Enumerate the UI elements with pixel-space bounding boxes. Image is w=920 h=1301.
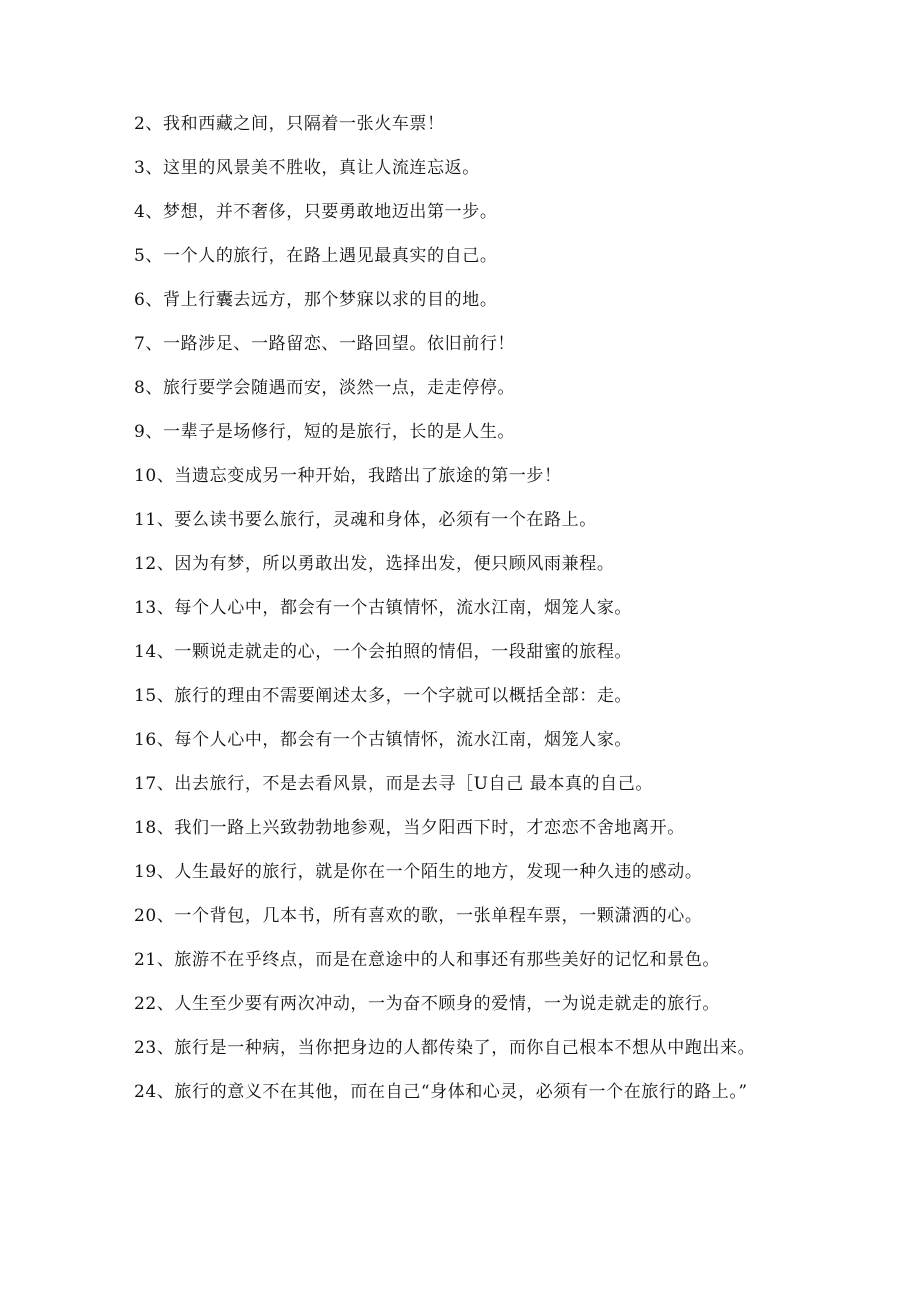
- quote-line-13: 13、每个人心中，都会有一个古镇情怀，流水江南，烟笼人家。: [134, 598, 633, 618]
- quote-line-18: 18、我们一路上兴致勃勃地参观，当夕阳西下时，才恋恋不舍地离开。: [134, 818, 685, 838]
- quote-line-12: 12、因为有梦，所以勇敢出发，选择出发，便只顾风雨兼程。: [134, 554, 615, 574]
- quote-line-21: 21、旅游不在乎终点，而是在意途中的人和事还有那些美好的记忆和景色。: [134, 950, 721, 970]
- quote-line-24: 24、旅行的意义不在其他，而在自己“身体和心灵，必须有一个在旅行的路上。”: [134, 1082, 748, 1102]
- quote-line-14: 14、一颗说走就走的心，一个会拍照的情侣，一段甜蜜的旅程。: [134, 642, 633, 662]
- quote-line-9: 9、一辈子是场修行，短的是旅行，长的是人生。: [134, 422, 516, 442]
- quote-line-22: 22、人生至少要有两次冲动，一为奋不顾身的爱情，一为说走就走的旅行。: [134, 994, 721, 1014]
- quote-line-20: 20、一个背包，几本书，所有喜欢的歌，一张单程车票，一颗潇洒的心。: [134, 906, 703, 926]
- quote-line-3: 3、这里的风景美不胜收，真让人流连忘返。: [134, 158, 480, 178]
- quote-line-4: 4、梦想，并不奢侈，只要勇敢地迈出第一步。: [134, 202, 498, 222]
- quote-list: [134, 113, 774, 1125]
- quote-line-15: 15、旅行的理由不需要阐述太多，一个字就可以概括全部：走。: [134, 686, 633, 706]
- quote-line-2: 2、我和西藏之间，只隔着一张火车票！: [134, 114, 445, 134]
- quote-line-17: 17、出去旅行，不是去看风景，而是去寻［U自己 最本真的自己。: [134, 774, 653, 794]
- quote-line-7: 7、一路涉足、一路留恋、一路回望。依旧前行！: [134, 334, 516, 354]
- quote-line-19: 19、人生最好的旅行，就是你在一个陌生的地方，发现一种久违的感动。: [134, 862, 703, 882]
- quote-line-8: 8、旅行要学会随遇而安，淡然一点，走走停停。: [134, 378, 516, 398]
- quote-line-11: 11、要么读书要么旅行，灵魂和身体，必须有一个在路上。: [134, 510, 597, 530]
- quote-line-10: 10、当遗忘变成另一种开始，我踏出了旅途的第一步！: [134, 466, 562, 486]
- quote-line-23: 23、旅行是一种病，当你把身边的人都传染了，而你自己根本不想从中跑出来。: [134, 1038, 756, 1058]
- quote-line-16: 16、每个人心中，都会有一个古镇情怀，流水江南，烟笼人家。: [134, 730, 633, 750]
- quote-line-5: 5、一个人的旅行，在路上遇见最真实的自己。: [134, 246, 498, 266]
- quote-line-6: 6、背上行囊去远方，那个梦寐以求的目的地。: [134, 290, 498, 310]
